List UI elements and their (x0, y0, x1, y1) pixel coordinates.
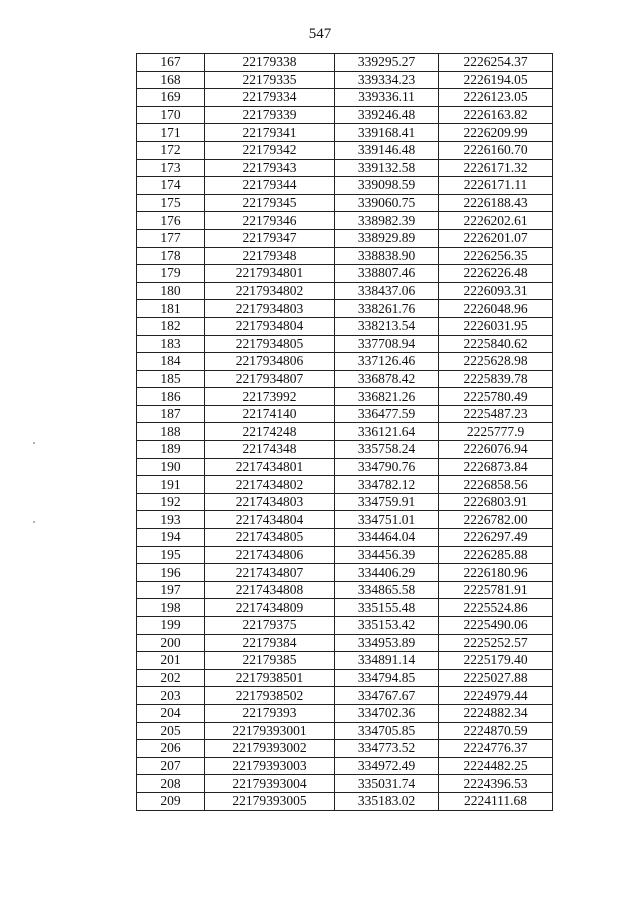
point-id-cell: 22179393004 (205, 775, 335, 793)
x-coordinate-cell: 334865.58 (335, 581, 439, 599)
row-index-cell: 175 (137, 194, 205, 212)
x-coordinate-cell: 334759.91 (335, 493, 439, 511)
row-index-cell: 192 (137, 493, 205, 511)
y-coordinate-cell: 2226194.05 (439, 71, 553, 89)
y-coordinate-cell: 2224870.59 (439, 722, 553, 740)
y-coordinate-cell: 2226803.91 (439, 493, 553, 511)
table-row (137, 405, 553, 423)
table-row (137, 388, 553, 406)
row-index-cell: 204 (137, 704, 205, 722)
point-id-cell: 22179345 (205, 194, 335, 212)
table-row (137, 71, 553, 89)
point-id-cell: 22179393005 (205, 792, 335, 810)
y-coordinate-cell: 2226031.95 (439, 317, 553, 335)
x-coordinate-cell: 339146.48 (335, 141, 439, 159)
point-id-cell: 22174140 (205, 405, 335, 423)
point-id-cell: 22179393002 (205, 740, 335, 758)
table-row (137, 722, 553, 740)
y-coordinate-cell: 2225628.98 (439, 353, 553, 371)
row-index-cell: 206 (137, 740, 205, 758)
row-index-cell: 194 (137, 529, 205, 547)
coordinates-table-body (137, 54, 553, 811)
x-coordinate-cell: 334773.52 (335, 740, 439, 758)
table-row (137, 282, 553, 300)
row-index-cell: 186 (137, 388, 205, 406)
point-id-cell: 2217434807 (205, 564, 335, 582)
table-row (137, 300, 553, 318)
point-id-cell: 22179344 (205, 177, 335, 195)
row-index-cell: 167 (137, 54, 205, 72)
x-coordinate-cell: 339334.23 (335, 71, 439, 89)
x-coordinate-cell: 339060.75 (335, 194, 439, 212)
table-row (137, 247, 553, 265)
row-index-cell: 176 (137, 212, 205, 230)
table-row (137, 177, 553, 195)
point-id-cell: 2217434806 (205, 546, 335, 564)
y-coordinate-cell: 2225781.91 (439, 581, 553, 599)
point-id-cell: 2217434803 (205, 493, 335, 511)
row-index-cell: 187 (137, 405, 205, 423)
y-coordinate-cell: 2225252.57 (439, 634, 553, 652)
x-coordinate-cell: 338838.90 (335, 247, 439, 265)
x-coordinate-cell: 334751.01 (335, 511, 439, 529)
row-index-cell: 197 (137, 581, 205, 599)
y-coordinate-cell: 2226188.43 (439, 194, 553, 212)
y-coordinate-cell: 2225777.9 (439, 423, 553, 441)
table-row (137, 564, 553, 582)
margin-mark (33, 521, 35, 523)
x-coordinate-cell: 335758.24 (335, 441, 439, 459)
table-row (137, 740, 553, 758)
row-index-cell: 193 (137, 511, 205, 529)
point-id-cell: 22179393001 (205, 722, 335, 740)
table-row (137, 106, 553, 124)
x-coordinate-cell: 335155.48 (335, 599, 439, 617)
x-coordinate-cell: 334456.39 (335, 546, 439, 564)
y-coordinate-cell: 2226171.11 (439, 177, 553, 195)
point-id-cell: 22179339 (205, 106, 335, 124)
y-coordinate-cell: 2226201.07 (439, 229, 553, 247)
y-coordinate-cell: 2226160.70 (439, 141, 553, 159)
row-index-cell: 179 (137, 265, 205, 283)
row-index-cell: 202 (137, 669, 205, 687)
point-id-cell: 22179393003 (205, 757, 335, 775)
y-coordinate-cell: 2224776.37 (439, 740, 553, 758)
row-index-cell: 181 (137, 300, 205, 318)
y-coordinate-cell: 2226171.32 (439, 159, 553, 177)
table-row (137, 353, 553, 371)
y-coordinate-cell: 2226048.96 (439, 300, 553, 318)
y-coordinate-cell: 2226093.31 (439, 282, 553, 300)
table-row (137, 54, 553, 72)
point-id-cell: 2217934804 (205, 317, 335, 335)
row-index-cell: 183 (137, 335, 205, 353)
point-id-cell: 2217934805 (205, 335, 335, 353)
table-row (137, 581, 553, 599)
y-coordinate-cell: 2225487.23 (439, 405, 553, 423)
row-index-cell: 173 (137, 159, 205, 177)
x-coordinate-cell: 335153.42 (335, 617, 439, 635)
point-id-cell: 2217434805 (205, 529, 335, 547)
table-row (137, 775, 553, 793)
table-row (137, 617, 553, 635)
x-coordinate-cell: 336121.64 (335, 423, 439, 441)
y-coordinate-cell: 2225839.78 (439, 370, 553, 388)
x-coordinate-cell: 334702.36 (335, 704, 439, 722)
x-coordinate-cell: 337126.46 (335, 353, 439, 371)
point-id-cell: 2217934802 (205, 282, 335, 300)
y-coordinate-cell: 2226254.37 (439, 54, 553, 72)
table-row (137, 529, 553, 547)
y-coordinate-cell: 2224882.34 (439, 704, 553, 722)
y-coordinate-cell: 2226782.00 (439, 511, 553, 529)
x-coordinate-cell: 336878.42 (335, 370, 439, 388)
point-id-cell: 22179343 (205, 159, 335, 177)
table-row (137, 370, 553, 388)
table-row (137, 141, 553, 159)
y-coordinate-cell: 2224979.44 (439, 687, 553, 705)
y-coordinate-cell: 2226209.99 (439, 124, 553, 142)
point-id-cell: 22179334 (205, 89, 335, 107)
x-coordinate-cell: 336821.26 (335, 388, 439, 406)
table-row (137, 792, 553, 810)
y-coordinate-cell: 2226297.49 (439, 529, 553, 547)
y-coordinate-cell: 2226285.88 (439, 546, 553, 564)
y-coordinate-cell: 2226202.61 (439, 212, 553, 230)
row-index-cell: 174 (137, 177, 205, 195)
row-index-cell: 207 (137, 757, 205, 775)
row-index-cell: 198 (137, 599, 205, 617)
y-coordinate-cell: 2226873.84 (439, 458, 553, 476)
row-index-cell: 191 (137, 476, 205, 494)
x-coordinate-cell: 336477.59 (335, 405, 439, 423)
point-id-cell: 22179335 (205, 71, 335, 89)
point-id-cell: 22173992 (205, 388, 335, 406)
row-index-cell: 168 (137, 71, 205, 89)
table-row (137, 159, 553, 177)
row-index-cell: 208 (137, 775, 205, 793)
table-row (137, 194, 553, 212)
y-coordinate-cell: 2226076.94 (439, 441, 553, 459)
x-coordinate-cell: 339098.59 (335, 177, 439, 195)
coordinates-table (136, 53, 553, 811)
row-index-cell: 203 (137, 687, 205, 705)
row-index-cell: 200 (137, 634, 205, 652)
x-coordinate-cell: 334953.89 (335, 634, 439, 652)
table-row (137, 669, 553, 687)
y-coordinate-cell: 2226256.35 (439, 247, 553, 265)
x-coordinate-cell: 334794.85 (335, 669, 439, 687)
table-row (137, 229, 553, 247)
table-row (137, 423, 553, 441)
page-number: 547 (308, 26, 332, 42)
table-row (137, 458, 553, 476)
point-id-cell: 22179347 (205, 229, 335, 247)
point-id-cell: 22179393 (205, 704, 335, 722)
point-id-cell: 2217434809 (205, 599, 335, 617)
row-index-cell: 169 (137, 89, 205, 107)
row-index-cell: 182 (137, 317, 205, 335)
point-id-cell: 22174248 (205, 423, 335, 441)
x-coordinate-cell: 334767.67 (335, 687, 439, 705)
row-index-cell: 171 (137, 124, 205, 142)
y-coordinate-cell: 2226226.48 (439, 265, 553, 283)
table-row (137, 124, 553, 142)
y-coordinate-cell: 2225524.86 (439, 599, 553, 617)
row-index-cell: 201 (137, 652, 205, 670)
point-id-cell: 2217434802 (205, 476, 335, 494)
x-coordinate-cell: 334464.04 (335, 529, 439, 547)
y-coordinate-cell: 2225490.06 (439, 617, 553, 635)
table-row (137, 704, 553, 722)
x-coordinate-cell: 334891.14 (335, 652, 439, 670)
x-coordinate-cell: 338807.46 (335, 265, 439, 283)
table-row (137, 493, 553, 511)
point-id-cell: 22179342 (205, 141, 335, 159)
row-index-cell: 184 (137, 353, 205, 371)
table-row (137, 599, 553, 617)
y-coordinate-cell: 2226123.05 (439, 89, 553, 107)
row-index-cell: 172 (137, 141, 205, 159)
x-coordinate-cell: 337708.94 (335, 335, 439, 353)
y-coordinate-cell: 2224396.53 (439, 775, 553, 793)
table-row (137, 89, 553, 107)
table-row (137, 265, 553, 283)
margin-mark (33, 442, 35, 444)
row-index-cell: 185 (137, 370, 205, 388)
row-index-cell: 199 (137, 617, 205, 635)
x-coordinate-cell: 339168.41 (335, 124, 439, 142)
point-id-cell: 2217938502 (205, 687, 335, 705)
row-index-cell: 178 (137, 247, 205, 265)
point-id-cell: 22179348 (205, 247, 335, 265)
x-coordinate-cell: 334782.12 (335, 476, 439, 494)
table-row (137, 441, 553, 459)
table-row (137, 634, 553, 652)
point-id-cell: 2217938501 (205, 669, 335, 687)
y-coordinate-cell: 2225780.49 (439, 388, 553, 406)
point-id-cell: 2217934806 (205, 353, 335, 371)
x-coordinate-cell: 339295.27 (335, 54, 439, 72)
x-coordinate-cell: 338437.06 (335, 282, 439, 300)
row-index-cell: 209 (137, 792, 205, 810)
point-id-cell: 22179384 (205, 634, 335, 652)
table-row (137, 317, 553, 335)
row-index-cell: 170 (137, 106, 205, 124)
table-row (137, 212, 553, 230)
table-row (137, 687, 553, 705)
x-coordinate-cell: 335183.02 (335, 792, 439, 810)
point-id-cell: 2217934801 (205, 265, 335, 283)
y-coordinate-cell: 2226858.56 (439, 476, 553, 494)
point-id-cell: 2217434801 (205, 458, 335, 476)
point-id-cell: 22179375 (205, 617, 335, 635)
y-coordinate-cell: 2225027.88 (439, 669, 553, 687)
row-index-cell: 189 (137, 441, 205, 459)
point-id-cell: 2217434808 (205, 581, 335, 599)
table-row (137, 476, 553, 494)
x-coordinate-cell: 338213.54 (335, 317, 439, 335)
row-index-cell: 196 (137, 564, 205, 582)
x-coordinate-cell: 334406.29 (335, 564, 439, 582)
row-index-cell: 180 (137, 282, 205, 300)
point-id-cell: 22179385 (205, 652, 335, 670)
x-coordinate-cell: 339132.58 (335, 159, 439, 177)
y-coordinate-cell: 2226180.96 (439, 564, 553, 582)
x-coordinate-cell: 339246.48 (335, 106, 439, 124)
x-coordinate-cell: 339336.11 (335, 89, 439, 107)
table-row (137, 511, 553, 529)
y-coordinate-cell: 2225840.62 (439, 335, 553, 353)
x-coordinate-cell: 338929.89 (335, 229, 439, 247)
y-coordinate-cell: 2226163.82 (439, 106, 553, 124)
row-index-cell: 195 (137, 546, 205, 564)
table-row (137, 335, 553, 353)
point-id-cell: 2217934803 (205, 300, 335, 318)
y-coordinate-cell: 2224111.68 (439, 792, 553, 810)
table-row (137, 546, 553, 564)
table-row (137, 652, 553, 670)
point-id-cell: 22179341 (205, 124, 335, 142)
point-id-cell: 22179338 (205, 54, 335, 72)
row-index-cell: 205 (137, 722, 205, 740)
row-index-cell: 177 (137, 229, 205, 247)
x-coordinate-cell: 334972.49 (335, 757, 439, 775)
x-coordinate-cell: 334790.76 (335, 458, 439, 476)
y-coordinate-cell: 2225179.40 (439, 652, 553, 670)
point-id-cell: 2217934807 (205, 370, 335, 388)
x-coordinate-cell: 338982.39 (335, 212, 439, 230)
point-id-cell: 22174348 (205, 441, 335, 459)
x-coordinate-cell: 334705.85 (335, 722, 439, 740)
x-coordinate-cell: 335031.74 (335, 775, 439, 793)
row-index-cell: 188 (137, 423, 205, 441)
table-row (137, 757, 553, 775)
y-coordinate-cell: 2224482.25 (439, 757, 553, 775)
point-id-cell: 22179346 (205, 212, 335, 230)
point-id-cell: 2217434804 (205, 511, 335, 529)
x-coordinate-cell: 338261.76 (335, 300, 439, 318)
row-index-cell: 190 (137, 458, 205, 476)
